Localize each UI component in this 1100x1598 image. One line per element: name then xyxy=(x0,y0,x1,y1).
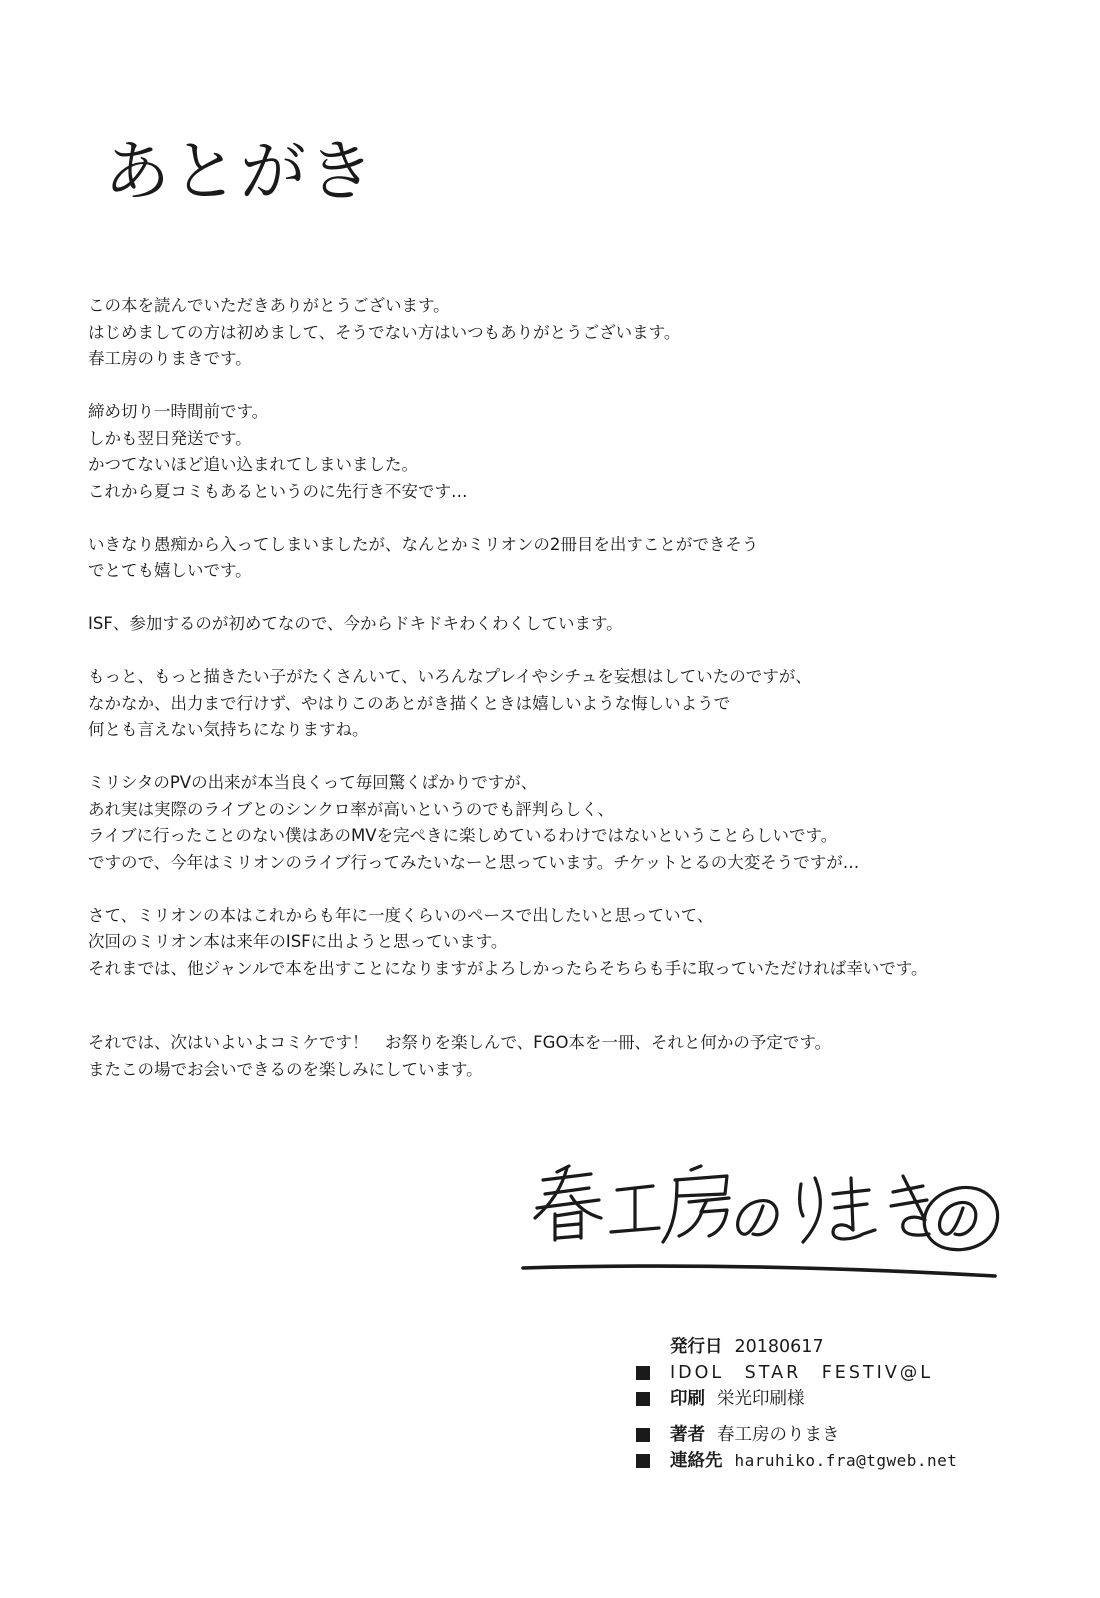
text-line: さて、ミリオンの本はこれからも年に一度くらいのペースで出したいと思っていて、 xyxy=(88,905,714,925)
bullet-square-icon xyxy=(636,1392,650,1406)
paragraph-5 xyxy=(88,664,1048,744)
text-line: でとても嬉しいです。 xyxy=(88,561,252,580)
paragraph-7 xyxy=(88,903,1048,983)
text-line: それでは、次はいよいよコミケです！ お祭りを楽しんで、FGO本を一冊、それと何かの予定です。 xyxy=(88,1033,832,1052)
bullet-square-icon xyxy=(636,1428,650,1442)
paragraph-4 xyxy=(88,611,1048,638)
date-label: 発行日 xyxy=(670,1337,723,1357)
author-value: 春工房のりまき xyxy=(717,1425,840,1445)
page-title: あとがき xyxy=(104,133,376,210)
bullet-square-icon xyxy=(636,1454,650,1468)
text-line: ミリシタのPVの出来が本当良くって毎回驚くばかりですが、 xyxy=(88,773,538,792)
date-value: 20180617 xyxy=(734,1337,824,1357)
paragraph-2 xyxy=(88,399,1048,505)
closing-message xyxy=(88,1030,1048,1083)
colophon-author xyxy=(636,1422,1056,1448)
event-name: IDOL STAR FESTIV@L xyxy=(670,1363,934,1383)
text-line: これから夏コミもあるというのに先行き不安です… xyxy=(88,481,468,501)
text-line: あれ実は実際のライブとのシンクロ率が高いというのでも評判らしく、 xyxy=(88,799,614,819)
text-line: はじめましての方は初めまして、そうでない方はいつもありがとうございます。 xyxy=(88,322,681,342)
text-line: 春工房のりまきです。 xyxy=(88,349,252,368)
contact-label: 連絡先 xyxy=(670,1451,723,1471)
printer-label: 印刷 xyxy=(670,1389,705,1409)
colophon-printer xyxy=(636,1386,1056,1412)
handwritten-signature xyxy=(515,1150,1005,1290)
contact-email: haruhiko.fra@tgweb.net xyxy=(734,1451,958,1470)
colophon-event xyxy=(636,1360,1056,1386)
text-line: それまでは、他ジャンルで本を出すことになりますがよろしかったらそちらも手に取っていただければ幸いです。 xyxy=(88,958,928,978)
text-line: なかなか、出力まで行けず、やはりこのあとがき描くときは嬉しいような悔しいようで xyxy=(88,693,731,713)
text-line: ですので、今年はミリオンのライブ行ってみたいなーと思っています。チケットとるの大変そうですが… xyxy=(88,852,860,872)
paragraph-1 xyxy=(88,293,1048,373)
text-line: またこの場でお会いできるのを楽しみにしています。 xyxy=(88,1059,483,1079)
text-line: 次回のミリオン本は来年のISFに出ようと思っています。 xyxy=(88,932,508,951)
text-line: しかも翌日発送です。 xyxy=(88,428,252,448)
paragraph-6 xyxy=(88,770,1048,876)
text-line: もっと、もっと描きたい子がたくさんいて、いろんなプレイやシチュを妄想はしていたのですが、 xyxy=(88,667,812,686)
afterword-body xyxy=(88,293,1048,1009)
text-line: かつてないほど追い込まれてしまいました。 xyxy=(88,455,418,474)
text-line: 何とも言えない気持ちになりますね。 xyxy=(88,720,369,739)
text-line: この本を読んでいただきありがとうございます。 xyxy=(88,296,450,315)
colophon-date xyxy=(636,1334,1056,1360)
text-line: ライブに行ったことのない僕はあのMVを完ぺきに楽しめているわけではないということらしいです。 xyxy=(88,826,838,845)
text-line: 締め切り一時間前です。 xyxy=(88,402,269,421)
bullet-square-icon xyxy=(636,1366,650,1380)
colophon xyxy=(636,1334,1056,1474)
printer-value: 栄光印刷様 xyxy=(717,1389,805,1409)
author-label: 著者 xyxy=(670,1425,705,1445)
colophon-contact xyxy=(636,1448,1056,1474)
paragraph-3 xyxy=(88,532,1048,585)
text-line: ISF、参加するのが初めてなので、今からドキドキわくわくしています。 xyxy=(88,614,623,633)
text-line: いきなり愚痴から入ってしまいましたが、なんとかミリオンの2冊目を出すことができそう xyxy=(88,534,759,554)
